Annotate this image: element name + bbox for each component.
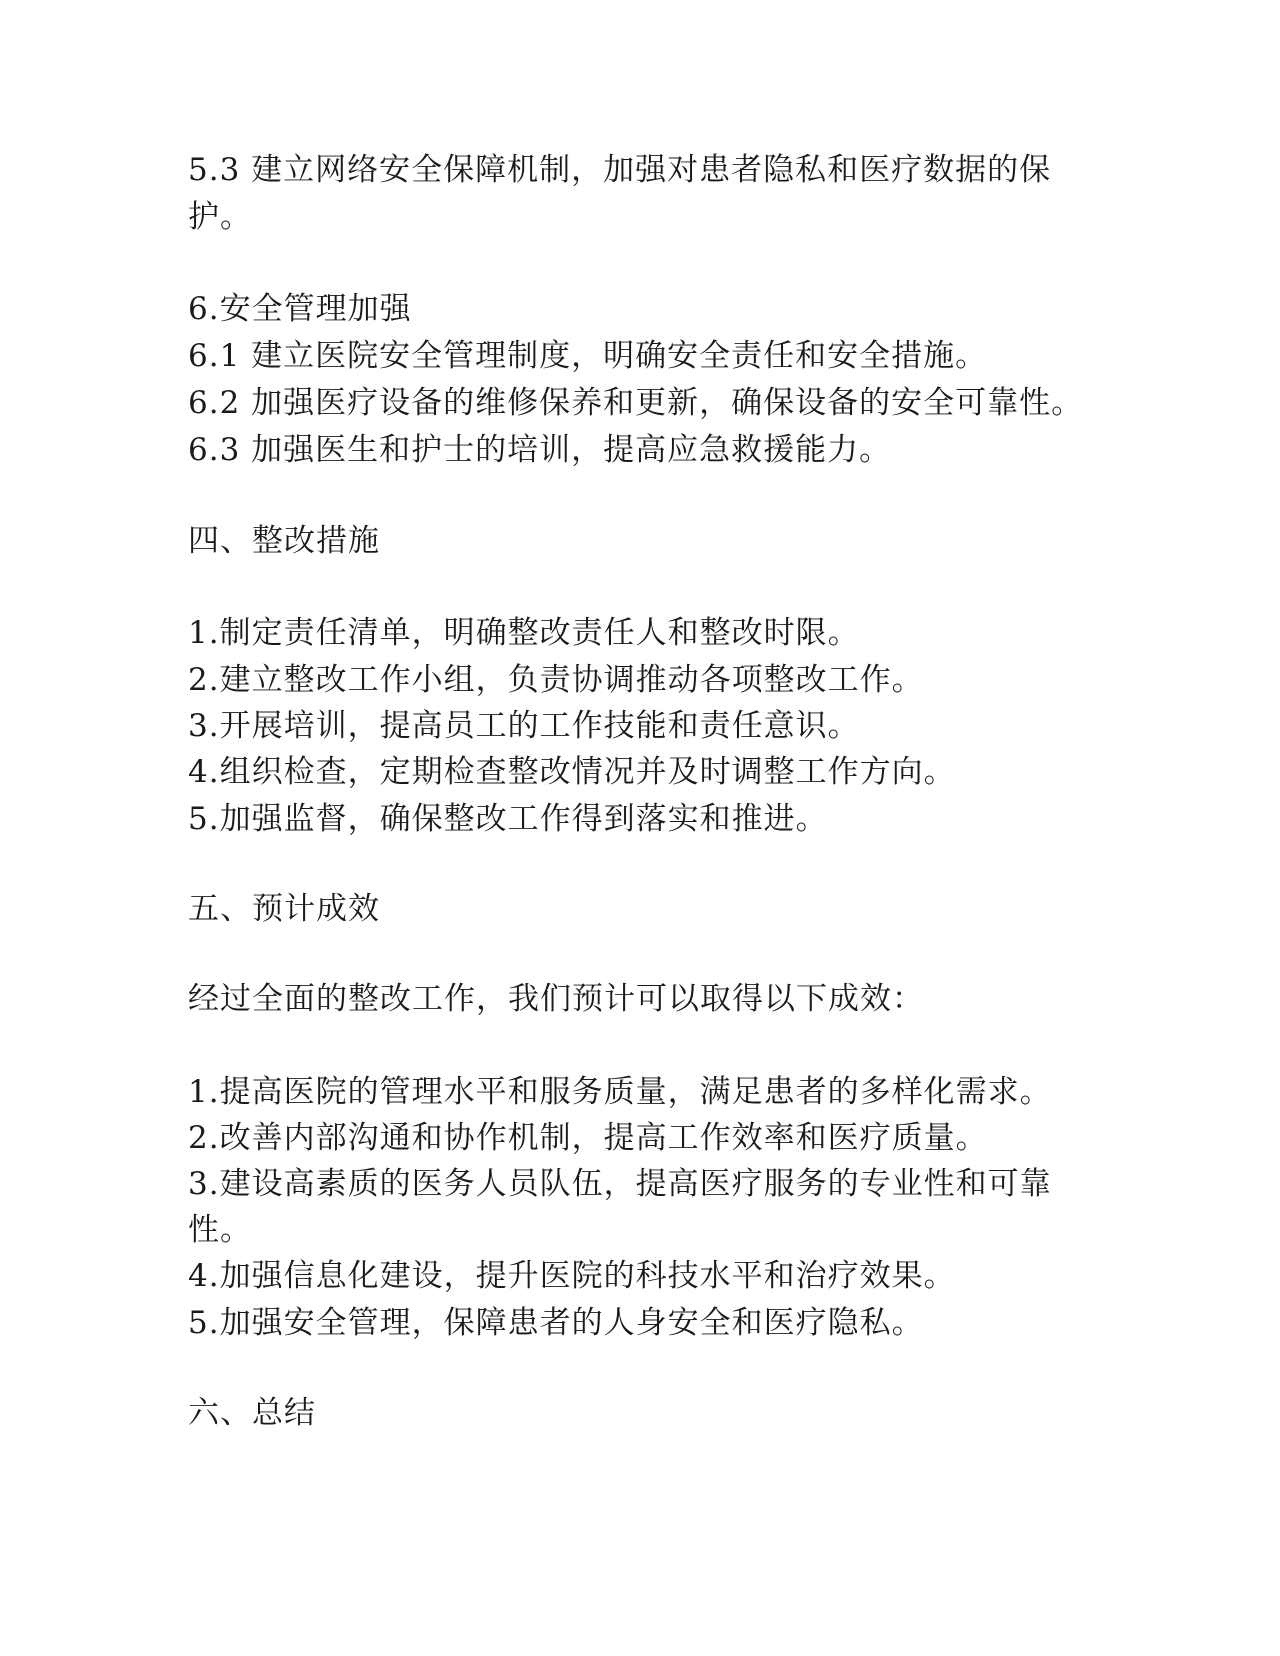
- text-line: 6.2 加强医疗设备的维修保养和更新，确保设备的安全可靠性。: [188, 385, 1084, 421]
- list-item: 2.改善内部沟通和协作机制，提高工作效率和医疗质量。: [188, 1120, 988, 1156]
- section-heading: 四、整改措施: [188, 523, 380, 559]
- list-item: 3.建设高素质的医务人员队伍，提高医疗服务的专业性和可靠: [188, 1166, 1052, 1202]
- list-item: 2.建立整改工作小组，负责协调推动各项整改工作。: [188, 662, 924, 698]
- list-item: 4.加强信息化建设，提升医院的科技水平和治疗效果。: [188, 1258, 956, 1294]
- list-item: 性。: [188, 1212, 252, 1248]
- text-line: 护。: [188, 199, 252, 235]
- text-line: 6.3 加强医生和护士的培训，提高应急救援能力。: [188, 432, 892, 468]
- list-item: 5.加强安全管理，保障患者的人身安全和医疗隐私。: [188, 1305, 924, 1341]
- list-item: 4.组织检查，定期检查整改情况并及时调整工作方向。: [188, 754, 956, 790]
- section-heading: 六、总结: [188, 1395, 316, 1431]
- list-item: 1.提高医院的管理水平和服务质量，满足患者的多样化需求。: [188, 1074, 1052, 1110]
- list-item: 5.加强监督，确保整改工作得到落实和推进。: [188, 801, 828, 837]
- text-line: 5.3 建立网络安全保障机制，加强对患者隐私和医疗数据的保: [188, 152, 1052, 188]
- list-item: 3.开展培训，提高员工的工作技能和责任意识。: [188, 708, 860, 744]
- list-item: 1.制定责任清单，明确整改责任人和整改时限。: [188, 615, 860, 651]
- text-line: 经过全面的整改工作，我们预计可以取得以下成效：: [188, 981, 924, 1017]
- section-heading: 6.安全管理加强: [188, 291, 412, 327]
- section-heading: 五、预计成效: [188, 891, 380, 927]
- text-line: 6.1 建立医院安全管理制度，明确安全责任和安全措施。: [188, 338, 988, 374]
